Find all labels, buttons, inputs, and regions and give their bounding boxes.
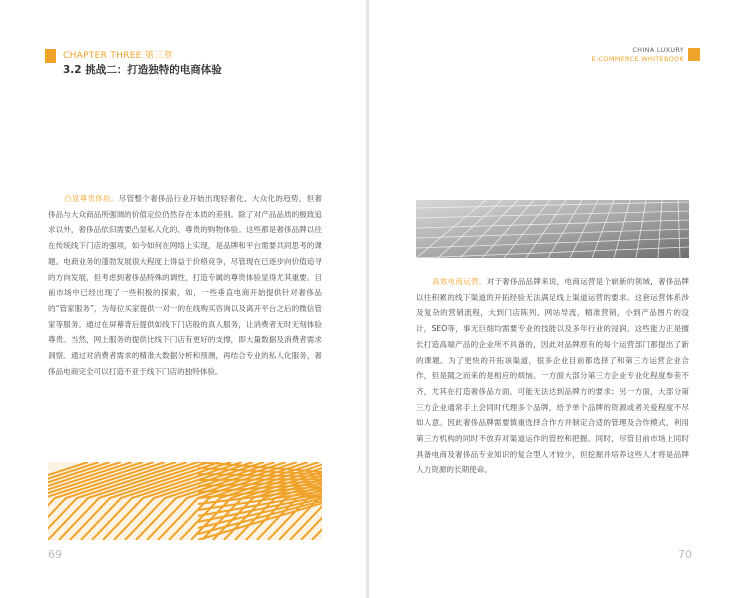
paragraph-text: 对于奢侈品品牌来说，电商运营是个崭新的领域，奢侈品牌以往积累的线下渠道的开拓经验无法满足线上渠道运营的要求。这套运营体系涉及复杂的营销流程，大到门店陈列、网站导流，精准营销，小到产品图片的设计，SEO等，事无巨细均需要专业的技能以及多年行业的浸润。这些能力正是擅长打造高端产品的企业所不具备的，因此对品牌原有的每个运营部门都提出了新的课题。为了更快的开拓该渠道，很多企业目前都选择了和第三方运营企业合作，但是随之而来的是相应的烦恼。一方面大部分第三方企业专业化程度参差不齐，尤其在打造奢侈品方面，可能无法达到品牌方的要求；另一方面，大部分第三方企业通常手上会同时代理多个品牌，给予单个品牌的资源或者关爱程度不尽如人意。因此奢侈品牌需要慎重选择合作方并制定合适的管理及合作模式，利用第三方机构的同时不放弃对渠道运作的管控和把握。同时，尽管目前市场上同时具备电商及奢侈品专业知识的复合型人才较少，但挖掘并培养这些人才将是品牌人力资源的长期使命。: [416, 277, 690, 475]
body-paragraph-right: [416, 274, 689, 478]
section-title: 3.2 挑战二：打造独特的电商体验: [63, 64, 222, 76]
paragraph-highlight: 凸显尊贵体验。: [64, 194, 119, 203]
right-page: [369, 0, 738, 598]
chapter-label: CHAPTER THREE 第三章: [63, 51, 173, 61]
chapter-accent-bar: [45, 49, 56, 63]
page-number-right: 70: [678, 548, 692, 561]
header-title-line2: E-COMMERCE WHITEBOOK: [591, 55, 684, 63]
paragraph-text: 尽管整个奢侈品行业开始出现轻奢化、大众化的趋势，但奢侈品与大众商品所强调的价值定位仍然存在本质的差别。除了对产品品质的极致追求以外，奢侈品依旧需要凸显私人化的、尊贵的购物体验。这些都是奢侈品牌以往在传统线下门店的强项，如今如何在网络上实现，是品牌和平台需要共同思考的课题。电商业务的蓬勃发展很大程度上得益于价格竞争，尽管现在已逐步向价值追寻的方向发展，但考虑到奢侈品特殊的调性，打造专属的尊贵体验显得尤其重要。目前市场中已经出现了一些积极的探索，如，一些垂直电商开始提供针对奢侈品的“管家服务”，为每位买家提供一对一的在线购买咨询以及离开平台之后的微信管家等服务。通过在屏幕背后提供如线下门店般的真人服务，让消费者无时无刻体验尊贵。当然，网上服务的提供比线下门店有更好的支撑，即大量数据及消费者需求洞察。通过对消费者需求的精准大数据分析和预测，再结合专业的私人化服务，奢侈品电商完全可以打造不亚于线下门店的独特体验。: [48, 194, 323, 376]
paragraph-highlight: 高效电商运营。: [432, 277, 487, 286]
orange-stripe-pattern-image: [48, 462, 322, 540]
header-title-line1: CHINA LUXURY: [632, 46, 684, 54]
page-number-left: 69: [48, 548, 62, 561]
header-accent-bar: [688, 48, 700, 61]
body-paragraph-left: [48, 191, 322, 379]
glass-building-photo: [416, 200, 689, 258]
